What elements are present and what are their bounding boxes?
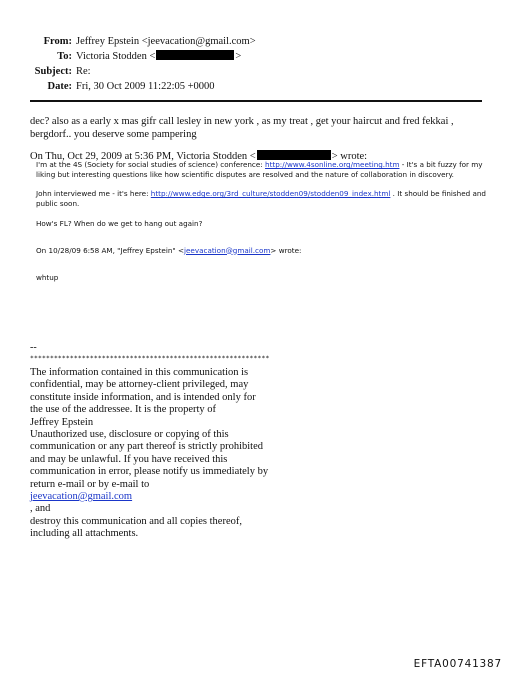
disclaimer-text: return e-mail or by e-mail to (30, 478, 150, 490)
disclaimer-line: Unauthorized use, disclosure or copying of this (30, 429, 229, 441)
subject-value: Re: (76, 66, 91, 77)
disclaimer-line: communication in error, please notify us immediately by (30, 466, 269, 478)
signature-stars: ************************************************************ (30, 355, 270, 362)
disclaimer-line: the use of the addressee. It is the property of (30, 404, 217, 416)
disclaimer-line: communication or any part thereof is strictly prohibited (30, 441, 263, 453)
to-name: Victoria Stodden < (76, 51, 156, 62)
to-row (0, 49, 512, 64)
quoted-text: I'm at the 4S (Society for social studies of science) conference: (36, 160, 266, 169)
link-4sonline[interactable]: http://www.4sonline.org/meeting.htm (265, 160, 400, 169)
disclaimer-line: Jeffrey Epstein (30, 416, 94, 428)
attribution-prefix: On Thu, Oct 29, 2009 at 5:36 PM, Victoria Stodden < (30, 151, 256, 162)
redaction-box (156, 50, 234, 60)
quoted-text: > wrote: (270, 245, 302, 255)
disclaimer-line: and may be unlawful. If you have received this (30, 453, 228, 465)
disclaimer-line: The information contained in this communication is (30, 367, 249, 378)
quoted-paragraph (36, 189, 486, 208)
quoted-text: On 10/28/09 6:58 AM, "Jeffrey Epstein" < (36, 245, 184, 255)
attribution-suffix: > wrote: (331, 151, 368, 162)
signature-dashes: -- (30, 342, 37, 353)
message-body (30, 115, 482, 141)
email-header (0, 34, 512, 94)
from-label: From: (43, 36, 72, 47)
body-line: bergdorf.. you deserve some pampering (30, 129, 197, 140)
disclaimer-line: confidential, may be attorney-client privileged, may (30, 379, 249, 391)
link-email[interactable]: jeevacation@gmail.com (184, 245, 271, 255)
quoted-attribution (36, 246, 486, 256)
to-value (76, 49, 241, 64)
header-divider (30, 100, 482, 102)
subject-row (0, 64, 512, 79)
date-value: Fri, 30 Oct 2009 11:22:05 +0000 (76, 81, 215, 92)
quoted-text: John interviewed me - it's here: (36, 189, 151, 198)
body-line: dec? also as a early x mas gifr call lesley in new york , as my treat , get your haircut and fred fekkai , (30, 116, 454, 127)
date-label: Date: (47, 81, 72, 92)
quoted-text: . It should be finished and public soon. (36, 189, 486, 208)
disclaimer-line: including all attachments. (30, 528, 139, 540)
date-row (0, 79, 512, 94)
link-email[interactable]: jeevacation@gmail.com (30, 491, 133, 503)
document-id: EFTA00741387 (413, 658, 502, 670)
quoted-paragraph: How's FL? When do we get to hang out again? (36, 219, 203, 228)
redaction-box (257, 150, 331, 160)
quoted-text: - It's a bit fuzzy for my liking but interesting questions like how scientific disputes are resolved and the nature of collaboration in discovery. (36, 160, 483, 179)
disclaimer-text: , and (30, 503, 51, 515)
quoted-message (36, 160, 486, 283)
to-close: > (235, 51, 242, 62)
confidentiality-disclaimer (30, 367, 290, 541)
disclaimer-line (30, 479, 290, 516)
to-label: To: (57, 51, 72, 62)
quoted-paragraph (36, 160, 486, 179)
from-value: Jeffrey Epstein <jeevacation@gmail.com> (76, 36, 256, 47)
quoted-paragraph: whtup (36, 273, 59, 282)
link-edge-interview[interactable]: http://www.edge.org/3rd_culture/stodden09/stodden09_index.html (150, 189, 391, 198)
disclaimer-line: constitute inside information, and is intended only for (30, 391, 256, 403)
disclaimer-line: destroy this communication and all copies thereof, (30, 515, 242, 527)
subject-label: Subject: (34, 66, 72, 77)
from-row (0, 34, 512, 49)
